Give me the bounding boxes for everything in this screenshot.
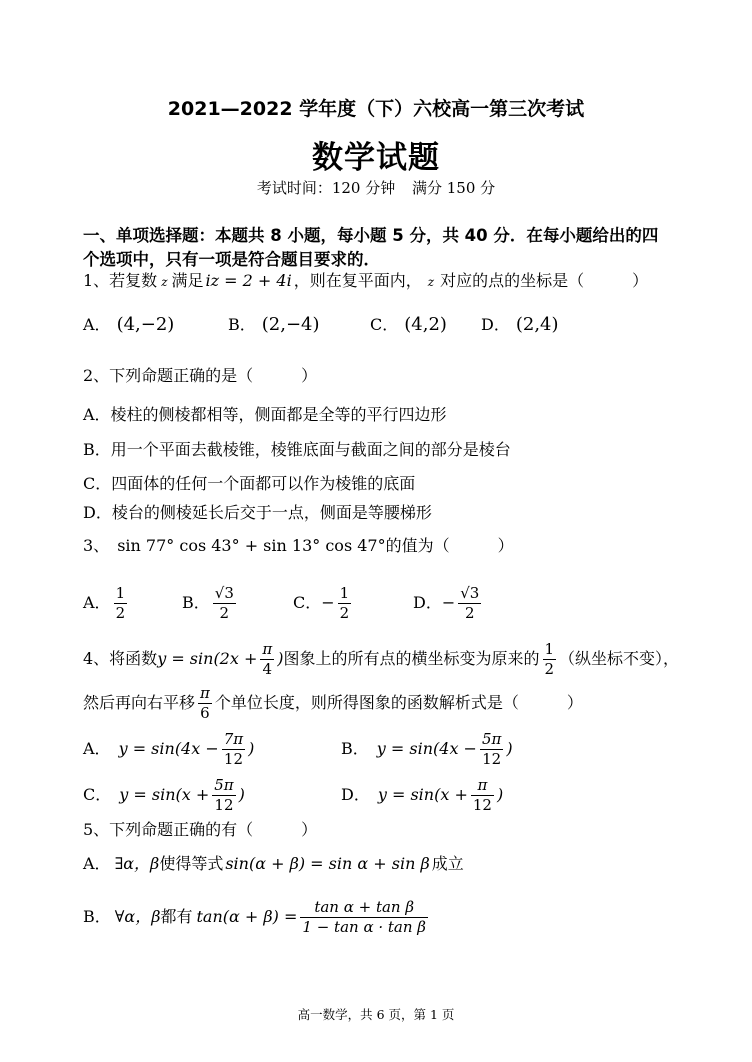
question-1-stem: 1、若复数 z 满足 iz = 2 + 4i ，则在复平面内， z 对应的点的坐标是（ ） [83, 271, 649, 290]
question-2-option-b[interactable]: B．用一个平面去截棱锥，棱锥底面与截面之间的部分是棱台 [83, 440, 511, 459]
exam-info [0, 177, 752, 198]
question-1-option-c[interactable]: C． (4,2) [370, 314, 447, 335]
question-1-option-d[interactable]: D． (2,4) [481, 314, 559, 335]
question-2-option-c[interactable]: C．四面体的任何一个面都可以作为棱锥的底面 [83, 474, 416, 493]
subject-title: 数学试题 [312, 140, 440, 176]
question-1-option-a[interactable]: A． (4,−2) [83, 314, 175, 335]
question-4-option-d[interactable]: D． y = sin(x + $\frac{\pi}{12}$ ) [341, 776, 504, 814]
question-2-stem: 2、下列命题正确的是（ ） [83, 366, 318, 385]
question-3-option-d[interactable]: D．− $\frac{√3}{2}$ [413, 584, 480, 622]
question-4-stem-line2: 然后再向右平移 $\frac{\pi}{6}$ 个单位长度，则所得图象的函数解析式是（ ） [83, 684, 583, 722]
question-4-option-c[interactable]: C． y = sin(x + $\frac{5\pi}{12}$ ) [83, 776, 245, 814]
page-footer: 高一数学，共 6 页，第 1 页 [297, 1007, 455, 1022]
section-heading-line2: 个选项中，只有一项是符合题目要求的． [83, 250, 380, 269]
question-1-option-b[interactable]: B． (2,−4) [228, 314, 320, 335]
question-5-option-b[interactable]: B． ∀α，β都有 tan(α + β) = $\frac{\text{tan α + tan β}}{\text{1 − tan α · tan β}}$ [83, 898, 426, 936]
question-4-option-b[interactable]: B． y = sin(4x − $\frac{5\pi}{12}$ ) [341, 730, 513, 768]
question-5-option-a[interactable]: A． ∃α，β使得等式 sin(α + β) = sin α + sin β 成立 [83, 854, 464, 873]
exam-score: 满分 150 分 [412, 179, 496, 197]
section-heading-line1: 一、单项选择题：本题共 8 小题，每小题 5 分，共 40 分．在每小题给出的四 [83, 226, 659, 245]
question-4-stem-line1: 4、将函数y = sin(2x + $\frac{\pi}{4}$ )图象上的所有点的横坐标变为原来的 $\frac{1}{2}$ （纵坐标不变）， [83, 640, 680, 678]
question-2-option-a[interactable]: A．棱柱的侧棱都相等，侧面都是全等的平行四边形 [83, 405, 447, 424]
question-3-stem: 3、 sin 77° cos 43° + sin 13° cos 47°的值为（ ） [83, 536, 514, 555]
question-3-option-a[interactable]: A． $\frac{1}{2}$ [83, 584, 126, 622]
exam-title: 2021—2022 学年度（下）六校高一第三次考试 [167, 98, 585, 120]
exam-time: 考试时间：120 分钟 [256, 179, 396, 197]
question-3-option-b[interactable]: B． $\frac{√3}{2}$ [182, 584, 234, 622]
question-3-option-c[interactable]: C．− $\frac{1}{2}$ [293, 584, 350, 622]
question-5-stem: 5、下列命题正确的有（ ） [83, 820, 318, 839]
question-4-option-a[interactable]: A． y = sin(4x − $\frac{7\pi}{12}$ ) [83, 730, 255, 768]
question-2-option-d[interactable]: D．棱台的侧棱延长后交于一点，侧面是等腰梯形 [83, 503, 432, 522]
